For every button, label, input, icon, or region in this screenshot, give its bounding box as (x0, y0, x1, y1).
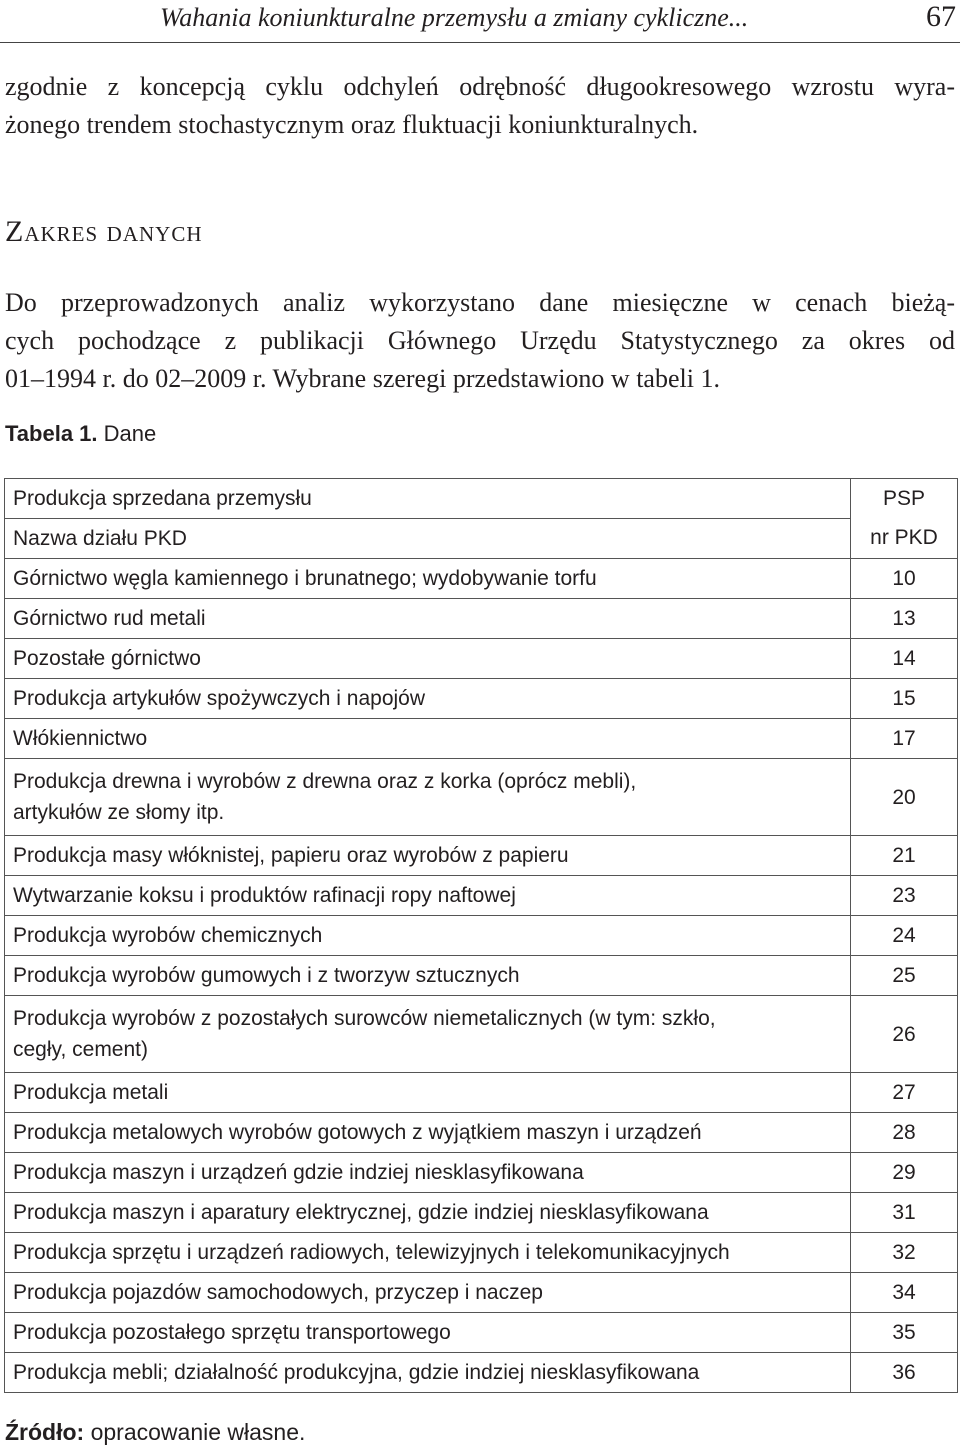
row-code: 20 (851, 759, 958, 836)
row-code: 29 (851, 1153, 958, 1193)
intro-line-2: żonego trendem stochastycznym oraz fluktuacji koniunkturalnych. (5, 110, 699, 139)
table-row (5, 1073, 958, 1113)
table-row (5, 719, 958, 759)
table-row (5, 836, 958, 876)
row-code: 23 (851, 876, 958, 916)
row-name: Produkcja metali (5, 1073, 851, 1113)
row-code: 17 (851, 719, 958, 759)
section-line-3: 01–1994 r. do 02–2009 r. Wybrane szeregi przedstawiono w tabeli 1. (5, 364, 720, 393)
row-name: Produkcja masy włóknistej, papieru oraz wyrobów z papieru (5, 836, 851, 876)
header-right-bottom: nr PKD (851, 519, 958, 559)
row-code: 32 (851, 1233, 958, 1273)
row-name: Produkcja pojazdów samochodowych, przyczep i naczep (5, 1273, 851, 1313)
row-name: Wytwarzanie koksu i produktów rafinacji ropy naftowej (5, 876, 851, 916)
row-name: Produkcja wyrobów chemicznych (5, 916, 851, 956)
table-row (5, 1353, 958, 1393)
row-name: Produkcja pozostałego sprzętu transportowego (5, 1313, 851, 1353)
section-line-2: cych pochodzące z publikacji Głównego Urzędu Statystycznego za okres od (5, 326, 955, 355)
table-row (5, 1273, 958, 1313)
source-text: opracowanie własne. (84, 1419, 306, 1445)
section-line-1: Do przeprowadzonych analiz wykorzystano dane miesięczne w cenach bieżą- (5, 288, 955, 317)
table-header-row-2 (5, 519, 958, 559)
row-name: Produkcja drewna i wyrobów z drewna oraz z korka (oprócz mebli), artykułów ze słomy itp. (5, 759, 851, 836)
running-head-title: Wahania koniunkturalne przemysłu a zmiany cykliczne... (160, 3, 749, 32)
row-code: 31 (851, 1193, 958, 1233)
row-name: Włókiennictwo (5, 719, 851, 759)
table-caption-label: Tabela 1. (5, 421, 98, 446)
row-code: 24 (851, 916, 958, 956)
table-row (5, 1113, 958, 1153)
table-row (5, 996, 958, 1073)
row-name: Produkcja sprzętu i urządzeń radiowych, telewizyjnych i telekomunikacyjnych (5, 1233, 851, 1273)
intro-line-1: zgodnie z koncepcją cyklu odchyleń odrębność długookresowego wzrostu wyra- (5, 72, 955, 101)
source-label: Źródło: (5, 1419, 85, 1445)
running-head (0, 0, 960, 43)
table-row (5, 759, 958, 836)
row-name: Produkcja wyrobów gumowych i z tworzyw sztucznych (5, 956, 851, 996)
row-name: Górnictwo węgla kamiennego i brunatnego; wydobywanie torfu (5, 559, 851, 599)
row-name: Produkcja maszyn i urządzeń gdzie indziej niesklasyfikowana (5, 1153, 851, 1193)
header-left-top: Produkcja sprzedana przemysłu (5, 479, 851, 519)
data-table (4, 478, 958, 1393)
table-row (5, 1193, 958, 1233)
row-code: 26 (851, 996, 958, 1073)
row-code: 15 (851, 679, 958, 719)
row-code: 28 (851, 1113, 958, 1153)
row-code: 21 (851, 836, 958, 876)
header-left-bottom: Nazwa działu PKD (5, 519, 851, 559)
intro-paragraph (5, 68, 955, 144)
table-row (5, 599, 958, 639)
table-row (5, 1233, 958, 1273)
section-paragraph (5, 284, 955, 398)
row-name: Produkcja maszyn i aparatury elektrycznej, gdzie indziej niesklasyfikowana (5, 1193, 851, 1233)
table-row (5, 1153, 958, 1193)
section-heading: Zakres danych (5, 215, 203, 248)
row-code: 13 (851, 599, 958, 639)
row-code: 25 (851, 956, 958, 996)
table-row (5, 916, 958, 956)
row-code: 14 (851, 639, 958, 679)
table-row (5, 639, 958, 679)
table-row (5, 559, 958, 599)
table-caption (5, 421, 156, 447)
row-name: Produkcja metalowych wyrobów gotowych z wyjątkiem maszyn i urządzeń (5, 1113, 851, 1153)
table-row (5, 679, 958, 719)
row-code: 34 (851, 1273, 958, 1313)
row-code: 35 (851, 1313, 958, 1353)
table-row (5, 956, 958, 996)
table-row (5, 876, 958, 916)
header-right-top: PSP (851, 479, 958, 519)
row-code: 27 (851, 1073, 958, 1113)
row-code: 36 (851, 1353, 958, 1393)
row-name: Produkcja artykułów spożywczych i napojów (5, 679, 851, 719)
source-note (5, 1419, 305, 1446)
row-name: Produkcja mebli; działalność produkcyjna, gdzie indziej niesklasyfikowana (5, 1353, 851, 1393)
table-row (5, 1313, 958, 1353)
row-name: Górnictwo rud metali (5, 599, 851, 639)
table-header-row-1 (5, 479, 958, 519)
row-name: Pozostałe górnictwo (5, 639, 851, 679)
table-caption-text: Dane (97, 421, 157, 446)
page-number: 67 (926, 0, 956, 33)
row-code: 10 (851, 559, 958, 599)
row-name: Produkcja wyrobów z pozostałych surowców niemetalicznych (w tym: szkło, cegły, cement) (5, 996, 851, 1073)
